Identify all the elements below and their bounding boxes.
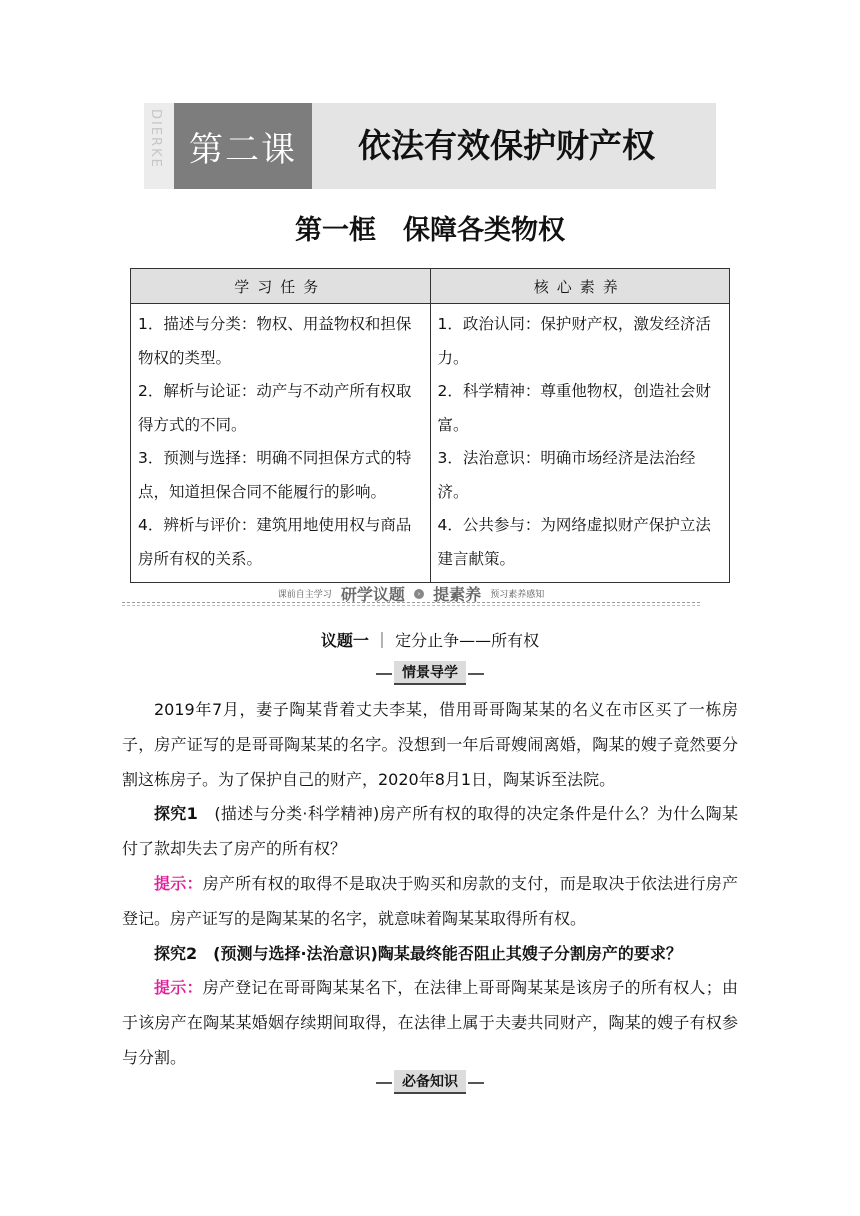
banner-side-strip [144, 103, 174, 189]
lesson-title: 依法有效保护财产权 [358, 126, 655, 165]
section-title-study: 研学议题 [340, 585, 405, 604]
scene-badge [0, 661, 860, 683]
topic-title: 定分止争——所有权 [395, 631, 540, 650]
question-1-label: 探究1 [154, 804, 198, 824]
answer-2 [122, 971, 738, 1075]
question-2 [122, 937, 738, 972]
knowledge-badge-label: 必备知识 [394, 1070, 466, 1094]
question-2-label: 探究2 [154, 943, 198, 963]
literacy-item: 4．公共参与：为网络虚拟财产保护立法建言献策。 [437, 516, 711, 568]
table-header-literacy: 核心素养 [430, 269, 730, 304]
hint-label: 提示： [154, 978, 203, 998]
literacy-item: 3．法治意识：明确市场经济是法治经济。 [437, 449, 696, 501]
frame-title: 第一框 保障各类物权 [295, 215, 565, 246]
question-2-text: (预测与选择·法治意识)陶某最终能否阻止其嫂子分割房产的要求？ [213, 943, 682, 963]
lesson-content [122, 693, 738, 1076]
arrow-circle-icon: › [414, 589, 424, 599]
learning-objectives-table [130, 268, 730, 583]
question-1-text: (描述与分类·科学精神)房产所有权的取得的决定条件是什么？为什么陶某付了款却失去了房产的所有权？ [122, 804, 738, 859]
task-item: 3．预测与选择：明确不同担保方式的特点，知道担保合同不能履行的影响。 [138, 449, 412, 501]
tasks-column [131, 304, 431, 583]
topic-number: 议题一 [320, 631, 369, 650]
task-item: 1．描述与分类：物权、用益物权和担保物权的类型。 [138, 315, 412, 367]
hint-label: 提示： [154, 873, 203, 893]
table-header-tasks: 学习任务 [131, 269, 431, 304]
case-paragraph: 2019年7月，妻子陶某背着丈夫李某，借用哥哥陶某某的名义在市区买了一栋房子，房产证写的是哥哥陶某某的名字。没想到一年后哥嫂闹离婚，陶某的嫂子竟然要分割这栋房子。为了保护自己的财产，2020年8月1日，陶某诉至法院。 [122, 700, 738, 789]
banner-side-text: DIERKE [148, 109, 163, 169]
answer-1-text: 房产所有权的取得不是取决于购买和房款的支付，而是取决于依法进行房产登记。房产证写的是陶某某的名字，就意味着陶某某取得所有权。 [122, 873, 738, 928]
literacy-column [430, 304, 730, 583]
lesson-number: 第二课 [174, 103, 312, 189]
topic-separator: ｜ [373, 631, 390, 650]
answer-2-text: 房产登记在哥哥陶某某名下，在法律上哥哥陶某某是该房子的所有权人；由于该房产在陶某某婚姻存续期间取得，在法律上属于夫妻共同财产，陶某的嫂子有权参与分割。 [122, 978, 738, 1067]
literacy-item: 2．科学精神：尊重他物权，创造社会财富。 [437, 382, 711, 434]
answer-1 [122, 867, 738, 937]
lesson-banner [144, 103, 716, 189]
section-left-label: 课前自主学习 [277, 590, 332, 600]
task-item: 4．辨析与评价：建筑用地使用权与商品房所有权的关系。 [138, 516, 412, 568]
task-item: 2．解析与论证：动产与不动产所有权取得方式的不同。 [138, 382, 412, 434]
section-right-label: 预习素养感知 [490, 590, 545, 600]
knowledge-badge [0, 1070, 860, 1092]
question-1 [122, 797, 738, 867]
literacy-item: 1．政治认同：保护财产权，激发经济活力。 [437, 315, 711, 367]
section-divider [122, 580, 700, 608]
scene-badge-label: 情景导学 [394, 661, 466, 685]
topic-heading [0, 628, 860, 651]
section-title-improve: 提素养 [433, 585, 482, 604]
